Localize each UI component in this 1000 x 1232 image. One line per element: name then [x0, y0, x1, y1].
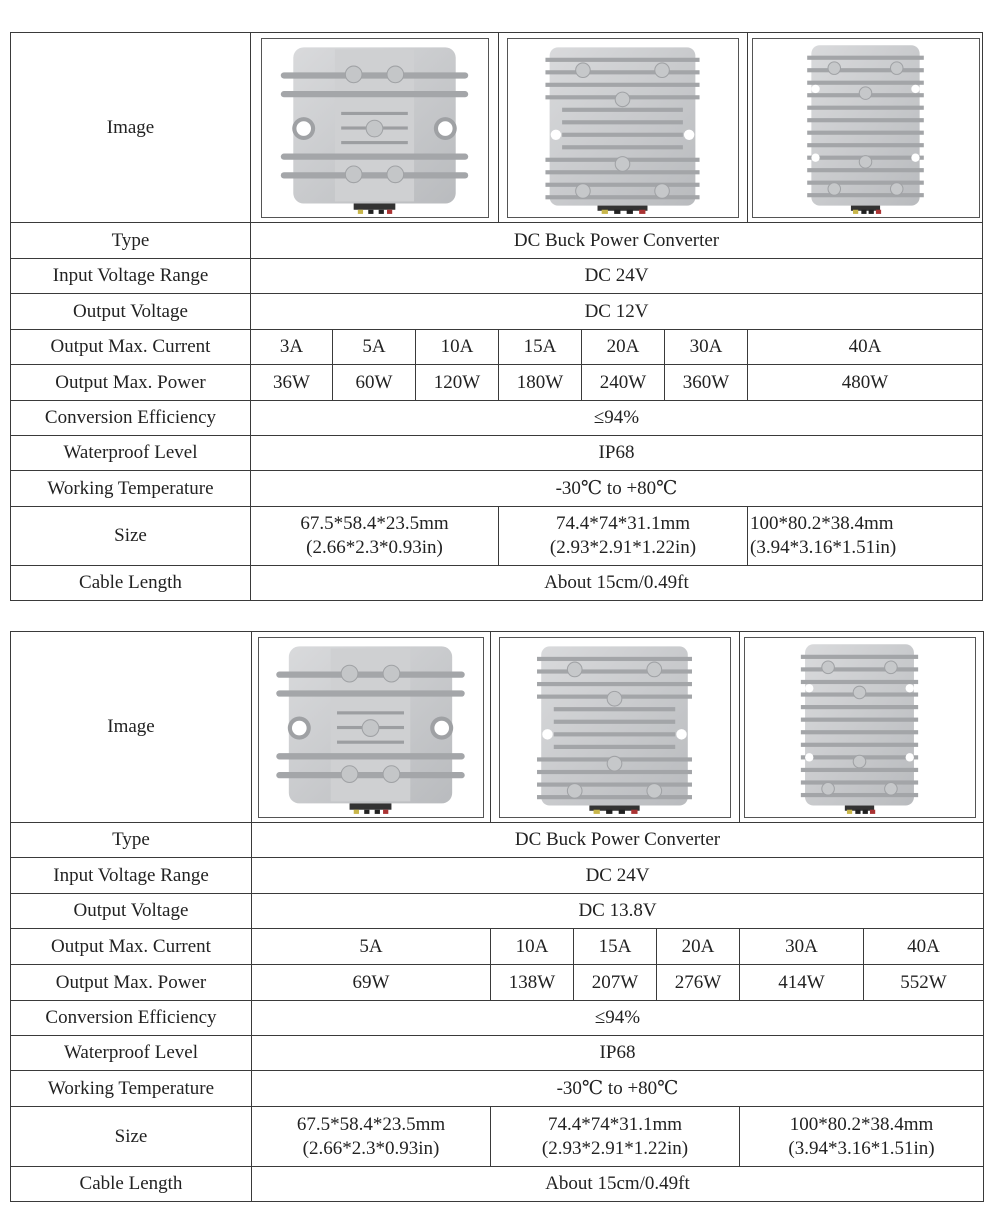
spec-table-12v	[10, 32, 983, 601]
size-value	[498, 507, 747, 565]
current-value: 20A	[581, 330, 664, 364]
current-value: 10A	[415, 330, 498, 364]
efficiency-value: ≤94%	[251, 1001, 983, 1035]
row-label: Output Max. Power	[55, 971, 207, 993]
current-value: 30A	[664, 330, 747, 364]
current-value: 30A	[739, 929, 863, 964]
size-in: (3.94*3.16*1.51in)	[788, 1137, 935, 1159]
row-label: Input Voltage Range	[53, 864, 209, 886]
row-label: Output Max. Power	[55, 371, 206, 393]
product-image-frame	[507, 38, 739, 218]
cable-value: About 15cm/0.49ft	[250, 566, 982, 600]
product-image-cell	[490, 632, 739, 822]
current-value: 20A	[656, 929, 739, 964]
power-value: 60W	[332, 365, 415, 400]
power-value: 276W	[656, 965, 739, 1000]
power-value: 180W	[498, 365, 581, 400]
row-label: Output Voltage	[73, 900, 189, 921]
row-label: Output Max. Current	[51, 935, 211, 957]
size-in: (2.93*2.91*1.22in)	[549, 537, 697, 558]
row-label: Output Voltage	[73, 300, 188, 322]
row-label: Cable Length	[79, 1173, 183, 1194]
temperature-value: -30℃ to +80℃	[251, 1071, 983, 1106]
cable-value: About 15cm/0.49ft	[251, 1167, 983, 1201]
product-image-cell	[498, 33, 747, 222]
current-value: 40A	[747, 330, 982, 364]
power-value: 240W	[581, 365, 664, 400]
current-value: 5A	[332, 330, 415, 364]
converter-medium-icon	[508, 39, 737, 216]
power-value: 414W	[739, 965, 863, 1000]
row-label: Cable Length	[79, 572, 182, 593]
size-mm: 74.4*74*31.1mm	[547, 1113, 683, 1135]
size-value	[747, 507, 982, 565]
product-image-frame	[258, 637, 484, 818]
row-label: Image	[106, 116, 155, 138]
converter-large-icon	[753, 39, 978, 216]
size-in: (2.66*2.3*0.93in)	[302, 1137, 440, 1159]
row-label: Waterproof Level	[63, 442, 198, 463]
row-label: Working Temperature	[47, 1077, 215, 1099]
temperature-row	[11, 1071, 983, 1107]
efficiency-row	[11, 401, 982, 436]
product-image-frame	[261, 38, 489, 218]
power-row	[11, 965, 983, 1001]
waterproof-value: IP68	[251, 1036, 983, 1070]
size-mm: 67.5*58.4*23.5mm	[300, 513, 449, 534]
row-label: Conversion Efficiency	[45, 1007, 217, 1028]
output-voltage-row	[11, 294, 982, 330]
type-value: DC Buck Power Converter	[251, 823, 983, 857]
size-mm: 67.5*58.4*23.5mm	[296, 1113, 446, 1135]
type-row	[11, 823, 983, 858]
row-label: Output Max. Current	[50, 336, 211, 357]
temperature-row	[11, 471, 982, 507]
waterproof-value: IP68	[250, 436, 982, 470]
power-value: 360W	[664, 365, 747, 400]
size-value	[250, 507, 498, 565]
power-value: 207W	[573, 965, 656, 1000]
product-image-cell	[250, 33, 498, 222]
current-value: 3A	[250, 330, 332, 364]
row-label: Conversion Efficiency	[44, 407, 217, 428]
waterproof-row	[11, 1036, 983, 1071]
current-value: 40A	[863, 929, 983, 964]
row-label: Type	[111, 229, 150, 251]
row-label: Image	[107, 716, 155, 737]
input-voltage-row	[11, 259, 982, 294]
product-image-cell	[747, 33, 982, 222]
cable-row	[11, 566, 982, 600]
row-label: Working Temperature	[47, 477, 214, 499]
spec-table-13-8v	[10, 631, 984, 1202]
power-row	[11, 365, 982, 401]
current-value: 15A	[498, 330, 581, 364]
type-value: DC Buck Power Converter	[250, 223, 982, 258]
converter-large-icon	[745, 638, 974, 816]
converter-small-icon	[262, 39, 487, 216]
size-value	[490, 1107, 739, 1166]
row-label: Type	[112, 829, 150, 850]
efficiency-value: ≤94%	[250, 401, 982, 435]
converter-medium-icon	[500, 638, 729, 816]
input-voltage-value: DC 24V	[250, 259, 982, 293]
size-value	[251, 1107, 490, 1166]
power-value: 552W	[863, 965, 983, 1000]
size-in: (2.66*2.3*0.93in)	[306, 537, 443, 558]
current-row	[11, 929, 983, 965]
temperature-value: -30℃ to +80℃	[250, 471, 982, 506]
power-value: 120W	[415, 365, 498, 400]
output-voltage-value: DC 12V	[250, 294, 982, 329]
size-in: (3.94*3.16*1.51in)	[750, 537, 897, 558]
size-in: (2.93*2.91*1.22in)	[541, 1137, 689, 1159]
waterproof-row	[11, 436, 982, 471]
size-value	[739, 1107, 983, 1166]
product-image-frame	[752, 38, 980, 218]
size-row	[11, 1107, 983, 1167]
input-voltage-value: DC 24V	[251, 858, 983, 893]
product-image-frame	[744, 637, 976, 818]
cable-row	[11, 1167, 983, 1201]
power-value: 480W	[747, 365, 982, 400]
size-mm: 100*80.2*38.4mm	[789, 1113, 934, 1135]
output-voltage-value: DC 13.8V	[251, 894, 983, 928]
size-mm: 100*80.2*38.4mm	[750, 513, 894, 534]
power-value: 138W	[490, 965, 573, 1000]
size-mm: 74.4*74*31.1mm	[555, 513, 691, 534]
efficiency-row	[11, 1001, 983, 1036]
input-voltage-row	[11, 858, 983, 894]
type-row	[11, 223, 982, 259]
product-image-frame	[499, 637, 731, 818]
size-row	[11, 507, 982, 566]
current-row	[11, 330, 982, 365]
product-image-cell	[251, 632, 490, 822]
image-row	[11, 33, 982, 223]
row-label: Waterproof Level	[63, 1042, 199, 1063]
power-value: 36W	[250, 365, 332, 400]
product-image-cell	[739, 632, 983, 822]
row-label: Size	[114, 525, 147, 546]
output-voltage-row	[11, 894, 983, 929]
row-label: Size	[114, 1125, 148, 1147]
current-value: 10A	[490, 929, 573, 964]
converter-small-icon	[259, 638, 482, 816]
current-value: 5A	[251, 929, 490, 964]
power-value: 69W	[251, 965, 490, 1000]
current-value: 15A	[573, 929, 656, 964]
row-label: Input Voltage Range	[52, 265, 209, 286]
image-row	[11, 632, 983, 823]
